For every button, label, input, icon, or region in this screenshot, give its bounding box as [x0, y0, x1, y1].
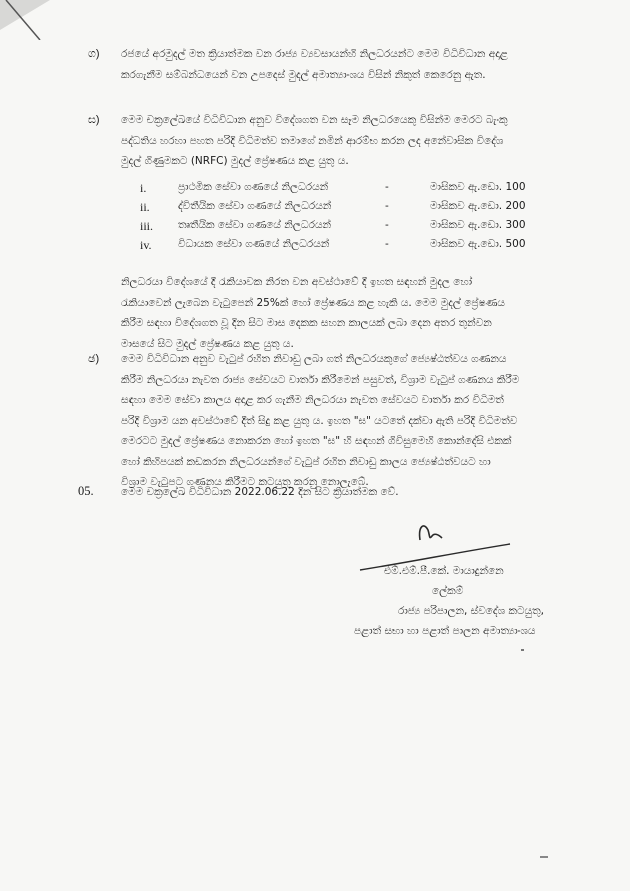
ministry-line-1: රාජ්‍ය පරිපාලන, ස්වදේශ කටයුතු,: [398, 605, 544, 617]
scan-corner-mark: [0, 0, 50, 40]
row-roman: ii.: [140, 200, 150, 214]
table-row: [140, 238, 526, 258]
paragraph-line: කරගැනීම සම්බන්ධයෙන් වන උපදෙස් මුදල් අමාත්‍යාංශය විසින් නිකුත් කෙරෙනු ඇත.: [121, 68, 486, 81]
table-row: [140, 219, 526, 239]
paragraph-line: මෙම චක්‍රලේඛයේ විධිවිධාන අනුව විදේශගත වන සෑම නිලධරයෙකු විසින්ම මෙරට බැංකු: [121, 114, 508, 126]
section-number: 05.: [78, 484, 94, 498]
row-amount: මාසිකව ඇ.ඩො. 500: [430, 238, 526, 250]
row-service-class: තෘතීයික සේවා ගණයේ නිලධරයන්: [178, 219, 332, 231]
paragraph-gh-text: [121, 110, 546, 172]
paragraph-line: රැකියාවෙන් ලැබෙන වැටුපෙන් 25%ක් හෝ ප්‍රේෂණය කළ හැකි ය. මෙම මුදල් ප්‍රේෂණය: [121, 296, 505, 309]
scan-speck: [540, 856, 548, 858]
row-roman: iv.: [140, 238, 152, 252]
paragraph-line: හෝ කිහිපයක් කඩකරන නිලධරයන්ගේ වැටුප් රහිත නිවාඩු කාලය ජ්‍යෙෂ්ඨත්වයට හා: [121, 455, 491, 468]
remittance-terms-paragraph: [121, 272, 546, 354]
paragraph-line: පරිදි විශ්‍රාම යන අවස්ථාවේ දීත් සිදු කළ යුතු ය. ඉහත "ඝ" යටතේ දක්වා ඇති පරිදි විධිමත්ව: [121, 414, 518, 427]
section-05-text: මෙම චක්‍රලේඛ විධිවිධාන 2022.06.22 දින සිට ක්‍රියාත්මක වේ.: [121, 486, 399, 498]
signatory-title: ලේකම්: [432, 585, 464, 597]
table-row: [140, 181, 526, 201]
paragraph-ch-marker: ඡ): [88, 353, 100, 365]
paragraph-g-marker: ග): [88, 48, 100, 60]
paragraph-gh-marker: ඝ): [88, 114, 100, 126]
paragraph-line: මාසයේ සිට මුදල් ප්‍රේෂණය කළ යුතු ය.: [121, 337, 294, 350]
paragraph-line: නිලධරයා විදේශයේ දී රැකියාවක නිරත වන අවස්ථාවේ දී ඉහත සඳහන් මුදල හෝ: [121, 276, 473, 288]
paragraph-line: සඳහා මෙම සේවා කාලය අදාළ කර ගැනීම නිලධරයා නැවත සේවයට වාර්තා කර විධිමත්: [121, 394, 504, 406]
row-roman: iii.: [140, 219, 154, 233]
paragraph-line: විශ්‍රාම වැටුපට ගණනය කිරීමට කටයුතු කරනු නොලැබේ.: [121, 476, 369, 488]
scan-speck: [521, 649, 524, 651]
row-service-class: ප්‍රාථමික සේවා ගණයේ නිලධරයන්: [178, 181, 329, 193]
row-amount: මාසිකව ඇ.ඩො. 100: [430, 181, 526, 193]
paragraph-g-text: [121, 44, 546, 85]
paragraph-line: මෙම විධිවිධාන අනුව වැටුප් රහිත නිවාඩු ලබා ගත් නිලධරයකුගේ ජ්‍යෙෂ්ඨත්වය ගණනය: [121, 353, 507, 365]
row-service-class: ද්විතීයික සේවා ගණයේ නිලධරයන්: [178, 200, 332, 212]
row-dash: -: [385, 219, 389, 231]
paragraph-line: කිරීම නිලධරයා නැවත රාජ්‍ය සේවයට වාර්තා කිරීමෙන් පසුවත්, විශ්‍රාම වැටුප් ගණනය කිරීම: [121, 373, 520, 386]
row-roman: i.: [140, 181, 147, 195]
paragraph-line: රජයේ අරමුදල් මත ක්‍රියාත්මක වන රාජ්‍ය ව්‍යවසායන්හි නිලධරයන්ට මෙම විධිවිධාන අදාළ: [121, 48, 508, 60]
paragraph-line: පද්ධතිය හරහා පහත පරිදි විධිමත්ව තමාගේ නමින් ආරම්භ කරන ලද අනේවාසික විදේශ: [121, 134, 504, 147]
paragraph-line: මෙරටට මුදල් ප්‍රේෂණය නොකරන හෝ ඉහත "ඝ" හි සඳහන් ගිවිසුමෙහි කොන්දේසි එකක්: [121, 435, 512, 447]
row-dash: -: [385, 181, 389, 193]
row-dash: -: [385, 200, 389, 212]
row-dash: -: [385, 238, 389, 250]
signatory-name: එම්.එම්.පී.කේ. මායාදුන්නෙ: [384, 565, 504, 577]
paragraph-ch-text: [121, 349, 546, 493]
row-amount: මාසිකව ඇ.ඩො. 300: [430, 219, 526, 231]
paragraph-line: මුදල් ගිණුමකට (NRFC) මුදල් ප්‍රේෂණය කළ යුතු ය.: [121, 155, 349, 167]
row-amount: මාසිකව ඇ.ඩො. 200: [430, 200, 526, 212]
ministry-line-2: පළාත් සභා හා පළාත් පාලන අමාත්‍යාංශය: [354, 625, 536, 637]
table-row: [140, 200, 526, 220]
row-service-class: විධායක සේවා ගණයේ නිලධරයන්: [178, 238, 330, 250]
paragraph-line: කිරීම සඳහා විදේශගත වූ දින සිට මාස දෙකක සහන කාලයක් ලබා දෙන අතර තුන්වන: [121, 317, 492, 329]
